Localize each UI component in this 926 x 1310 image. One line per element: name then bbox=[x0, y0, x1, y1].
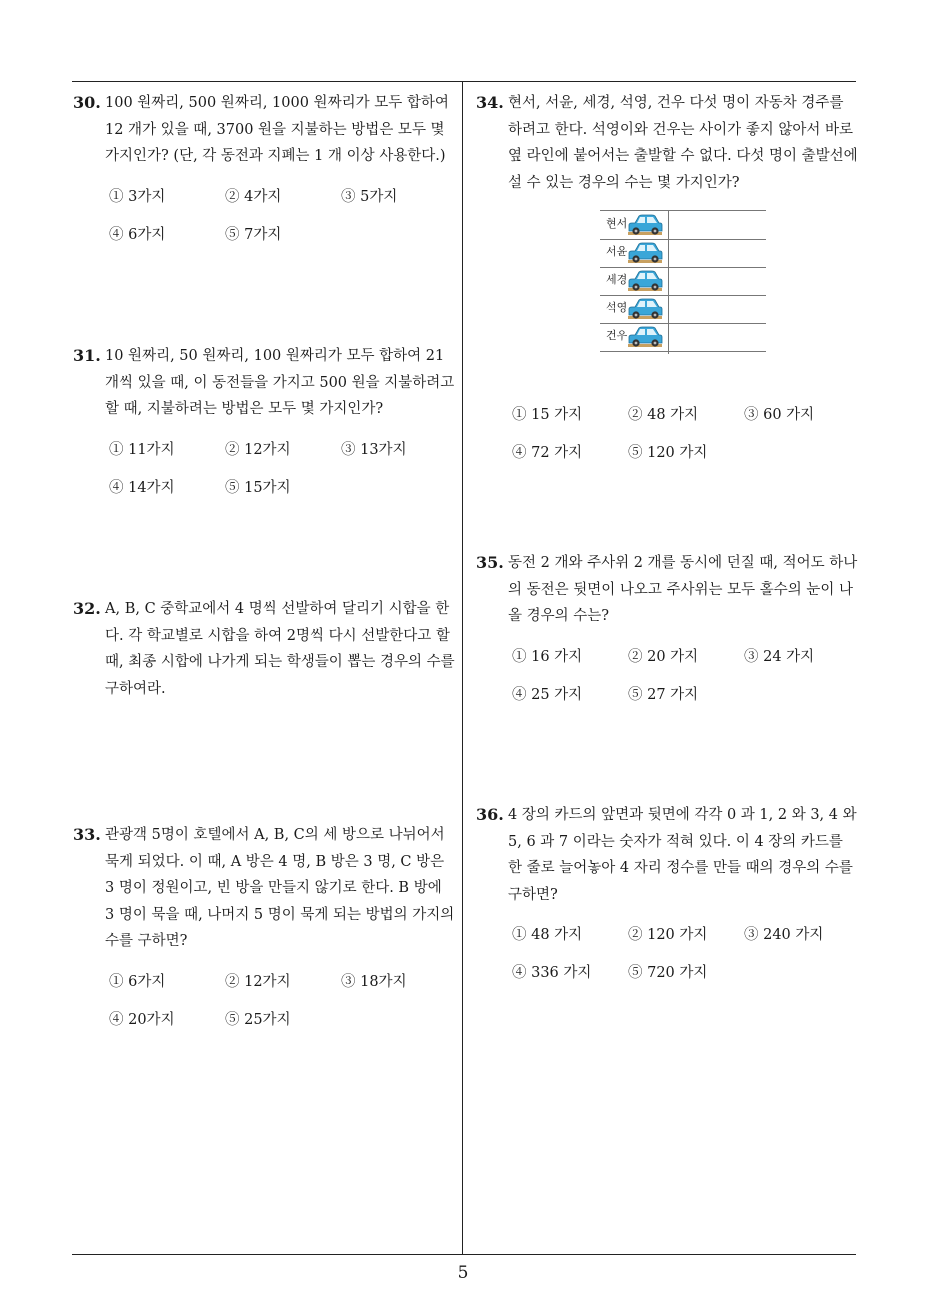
choice-4[interactable]: ④ 25 가지 bbox=[512, 686, 583, 703]
question-text: 동전 2 개와 주사위 2 개를 동시에 던질 때, 적어도 하나의 동전은 뒷면이 나오고 주사위는 모두 홀수의 눈이 나올 경우의 수는? bbox=[508, 555, 858, 624]
question-text: 10 원짜리, 50 원짜리, 100 원짜리가 모두 합하여 21 개씩 있을 때, 이 동전들을 가지고 500 원을 지불하려고 할 때, 지불하려는 방법은 모두 몇 가지인가? bbox=[105, 348, 455, 417]
lane-label: 건우 bbox=[606, 329, 628, 342]
choice-4[interactable]: ④ 14가지 bbox=[109, 479, 175, 496]
bottom-rule bbox=[72, 1254, 856, 1255]
choice-5[interactable]: ⑤ 27 가지 bbox=[628, 686, 699, 703]
choice-2[interactable]: ② 20 가지 bbox=[628, 648, 699, 665]
lane-label: 세경 bbox=[606, 273, 628, 286]
choice-1[interactable]: ① 16 가지 bbox=[512, 648, 583, 665]
choice-4[interactable]: ④ 72 가지 bbox=[512, 445, 583, 461]
question-32 bbox=[73, 596, 455, 702]
answer-choices bbox=[476, 402, 858, 482]
question-number: 31. bbox=[73, 346, 101, 365]
question-34 bbox=[476, 90, 858, 482]
question-stem bbox=[476, 550, 858, 630]
choice-3[interactable]: ③ 60 가지 bbox=[744, 407, 815, 423]
choice-3[interactable]: ③ 24 가지 bbox=[744, 648, 815, 665]
question-35 bbox=[476, 550, 858, 724]
car-icon bbox=[626, 240, 664, 266]
question-number: 33. bbox=[73, 825, 101, 844]
question-31 bbox=[73, 343, 455, 517]
question-stem bbox=[73, 596, 455, 702]
choice-4[interactable]: ④ 6가지 bbox=[109, 226, 166, 243]
choice-3[interactable]: ③ 240 가지 bbox=[744, 927, 824, 943]
race-lane bbox=[600, 267, 766, 295]
question-number: 36. bbox=[476, 805, 504, 824]
choice-5[interactable]: ⑤ 15가지 bbox=[225, 479, 291, 496]
answer-choices bbox=[476, 922, 858, 1002]
race-lane bbox=[600, 295, 766, 323]
choice-1[interactable]: ① 6가지 bbox=[109, 973, 166, 990]
question-stem bbox=[476, 90, 858, 196]
column-divider bbox=[462, 81, 463, 1255]
choice-5[interactable]: ⑤ 7가지 bbox=[225, 226, 282, 243]
top-rule bbox=[72, 81, 856, 82]
answer-choices bbox=[73, 184, 455, 264]
lane-label: 서윤 bbox=[606, 245, 628, 258]
choice-1[interactable]: ① 3가지 bbox=[109, 188, 166, 205]
answer-choices bbox=[73, 437, 455, 517]
question-number: 34. bbox=[476, 93, 504, 112]
question-stem bbox=[73, 90, 455, 170]
question-text: 관광객 5명이 호텔에서 A, B, C의 세 방으로 나뉘어서 묵게 되었다. 이 때, A 방은 4 명, B 방은 3 명, C 방은 3 명이 정원이고, 빈 방을 만들지 않기로 한다. B 방에 3 명이 묵을 때, 나머지 5 명이 묵게 되는 방법의 가지의 수를 구하면? bbox=[105, 827, 455, 949]
race-lanes-figure bbox=[600, 210, 766, 354]
race-lane bbox=[600, 239, 766, 267]
choice-4[interactable]: ④ 20가지 bbox=[109, 1011, 175, 1028]
question-stem bbox=[73, 343, 455, 423]
question-36 bbox=[476, 802, 858, 1002]
question-text: 100 원짜리, 500 원짜리, 1000 원짜리가 모두 합하여 12 개가 있을 때, 3700 원을 지불하는 방법은 모두 몇 가지인가? (단, 각 동전과 지폐는 1 개 이상 사용한다.) bbox=[105, 95, 449, 164]
choice-5[interactable]: ⑤ 25가지 bbox=[225, 1011, 291, 1028]
question-number: 32. bbox=[73, 599, 101, 618]
choice-5[interactable]: ⑤ 720 가지 bbox=[628, 965, 708, 981]
car-icon bbox=[626, 268, 664, 294]
choice-3[interactable]: ③ 13가지 bbox=[341, 441, 407, 458]
car-icon bbox=[626, 212, 664, 238]
question-stem bbox=[476, 802, 858, 908]
choice-2[interactable]: ② 12가지 bbox=[225, 973, 291, 990]
choice-2[interactable]: ② 120 가지 bbox=[628, 927, 708, 943]
page-number: 5 bbox=[457, 1263, 469, 1283]
question-text: 현서, 서윤, 세경, 석영, 건우 다섯 명이 자동차 경주를 하려고 한다. 석영이와 건우는 사이가 좋지 않아서 바로 옆 라인에 붙어서는 출발할 수 없다. 다섯 명이 출발선에 설 수 있는 경우의 수는 몇 가지인가? bbox=[508, 95, 858, 191]
choice-1[interactable]: ① 11가지 bbox=[109, 441, 175, 458]
question-33 bbox=[73, 822, 455, 1049]
choice-4[interactable]: ④ 336 가지 bbox=[512, 965, 592, 981]
question-text: 4 장의 카드의 앞면과 뒷면에 각각 0 과 1, 2 와 3, 4 와 5, 6 과 7 이라는 숫자가 적혀 있다. 이 4 장의 카드를 한 줄로 늘어놓아 4 자리 정수를 만들 때의 경우의 수를 구하면? bbox=[508, 807, 857, 903]
choice-2[interactable]: ② 4가지 bbox=[225, 188, 282, 205]
question-stem bbox=[73, 822, 455, 955]
car-icon bbox=[626, 296, 664, 322]
choice-3[interactable]: ③ 18가지 bbox=[341, 973, 407, 990]
choice-1[interactable]: ① 48 가지 bbox=[512, 927, 583, 943]
question-number: 30. bbox=[73, 93, 101, 112]
race-lane bbox=[600, 323, 766, 351]
question-text: A, B, C 중학교에서 4 명씩 선발하여 달리기 시합을 한다. 각 학교별로 시합을 하여 2명씩 다시 선발한다고 할 때, 최종 시합에 나가게 되는 학생들이 뽑는 경우의 수를 구하여라. bbox=[105, 601, 455, 697]
answer-choices bbox=[476, 644, 858, 724]
race-lane bbox=[600, 211, 766, 239]
lane-label: 석영 bbox=[606, 301, 628, 314]
car-icon bbox=[626, 324, 664, 350]
question-number: 35. bbox=[476, 553, 504, 572]
choice-3[interactable]: ③ 5가지 bbox=[341, 188, 398, 205]
choice-1[interactable]: ① 15 가지 bbox=[512, 407, 583, 423]
choice-2[interactable]: ② 48 가지 bbox=[628, 407, 699, 423]
choice-2[interactable]: ② 12가지 bbox=[225, 441, 291, 458]
lane-line bbox=[600, 351, 766, 352]
lane-label: 현서 bbox=[606, 217, 628, 230]
choice-5[interactable]: ⑤ 120 가지 bbox=[628, 445, 708, 461]
answer-choices bbox=[73, 969, 455, 1049]
question-30 bbox=[73, 90, 455, 264]
